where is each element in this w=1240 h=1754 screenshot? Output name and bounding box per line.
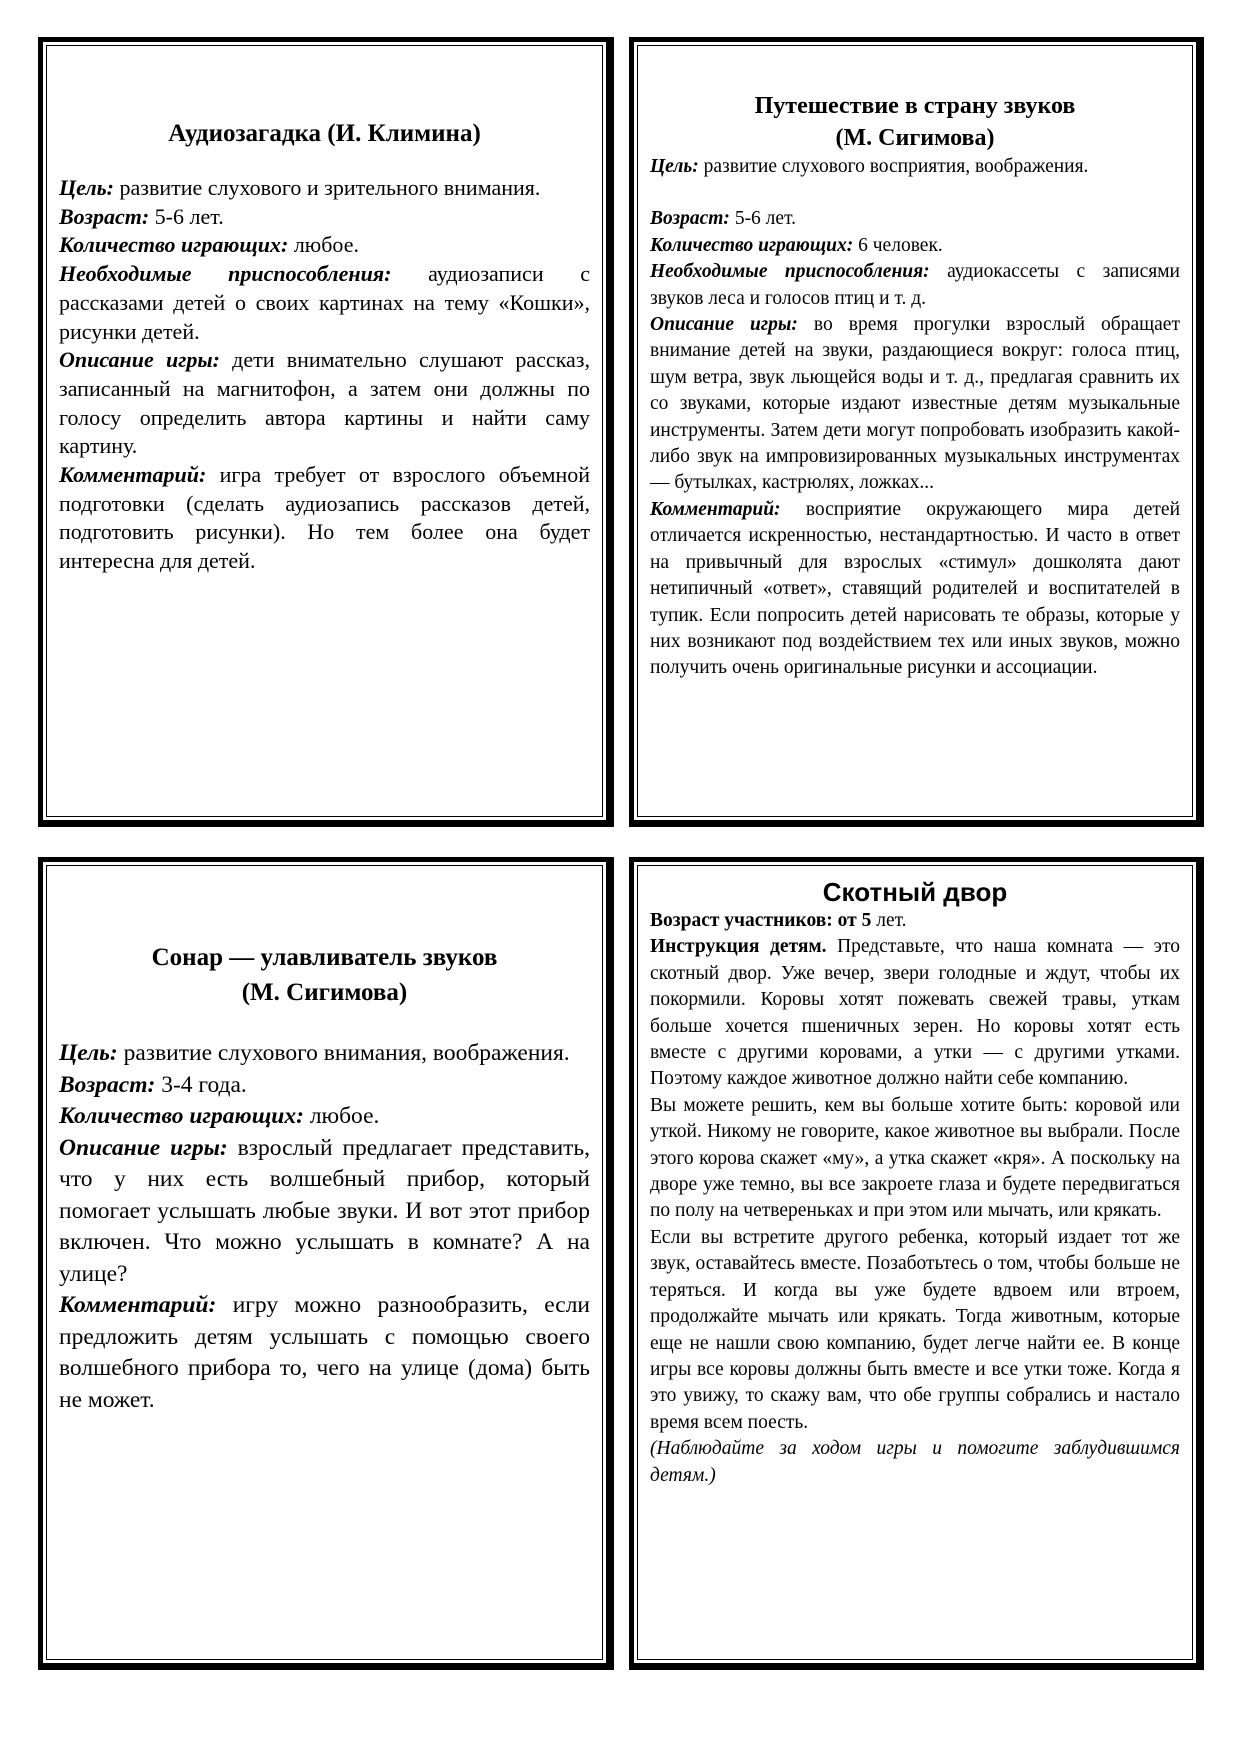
label: Описание игры:	[59, 1134, 228, 1161]
text: развитие слухового внимания, воображения.	[117, 1040, 570, 1066]
label: Возраст:	[650, 208, 730, 230]
label: Цель:	[59, 1040, 118, 1066]
comment-paragraph	[59, 1290, 590, 1416]
label: Количество играющих:	[650, 234, 854, 256]
text: во время прогулки взрослый обращает внимание детей на звуки, раздающиеся вокруг: голоса птиц, шум ветра, звук льющейся воды и т. д., предлагая сравнить их со звуками, которые издают известные детям музыкальные инструменты. Затем дети могут попробовать изобразить какой-либо звук на импровизированных музыкальных инструментах — бутылках, кастрюлях, ложках...	[650, 314, 1180, 494]
comment-paragraph	[650, 497, 1180, 682]
game-card-audio-riddle	[38, 37, 614, 827]
equipment-paragraph	[59, 260, 590, 346]
text: 3-4 года.	[155, 1071, 247, 1098]
label: Возраст участников: от 5	[650, 910, 872, 931]
title-line: Аудиозагадка (И. Климина)	[168, 120, 481, 147]
instruction-paragraph	[650, 934, 1180, 1092]
label: Комментарий:	[650, 498, 781, 520]
label: Инструкция детям.	[650, 936, 827, 958]
text: дети внимательно слушают рассказ, записанный на магнитофон, а затем они должны по голосу определить автора картины и найти саму картину.	[59, 347, 590, 459]
equipment-paragraph	[650, 259, 1180, 312]
card-title: Скотный двор	[822, 877, 1008, 907]
instruction-paragraph-2: Вы можете решить, кем вы больше хотите быть: коровой или уткой. Никому не говорите, какое животное вы выбрали. После этого корова скажет «му», а утка скажет «кря». А поскольку на дворе уже темно, вы все закроете глаза и будете передвигаться по полу на четвереньках и при этом или мычать, или крякать.	[650, 1094, 1180, 1222]
text: 5-6 лет.	[729, 208, 796, 230]
text: взрослый предлагает представить, что у них есть волшебный прибор, который помогает услышать любые звуки. И вот этот прибор включен. Что можно услышать в комнате? А на улице?	[59, 1134, 591, 1287]
description-paragraph	[650, 312, 1180, 497]
label: Количество играющих:	[59, 232, 289, 258]
label: Цель:	[650, 156, 699, 177]
text: игру можно разнообразить, если предложить детям услышать с помощью своего волшебного прибора то, чего на улице (дома) быть не может.	[59, 1292, 590, 1413]
age-paragraph	[650, 908, 1180, 934]
game-card-barnyard	[629, 857, 1204, 1670]
game-card-sound-journey	[629, 37, 1204, 827]
text: аудиокассеты с записями звуков леса и голосов птиц и т. д.	[650, 261, 1180, 309]
text: лет.	[871, 910, 907, 931]
game-card-sonar	[38, 857, 614, 1670]
note-paragraph: (Наблюдайте за ходом игры и помогите заблудившимся детям.)	[650, 1438, 1180, 1486]
instruction-paragraph-3: Если вы встретите другого ребенка, который издает тот же звук, оставайтесь вместе. Позаботьтесь о том, чтобы больше не теряться. И когда вы уже будете вдвоем или втроем, продолжайте мычать или крякать. Тогда животным, которые еще не нашли свою компанию, будет легче найти ее. В конце игры все коровы должны быть вместе и все утки тоже. Когда я это увижу, то скажу вам, что обе группы собрались и настало время всем поесть.	[650, 1226, 1180, 1433]
age-paragraph	[59, 1070, 590, 1102]
text: любое.	[303, 1103, 380, 1129]
description-paragraph	[59, 346, 590, 461]
label: Описание игры:	[650, 314, 798, 336]
label: Возраст:	[59, 1071, 156, 1098]
label: Комментарий:	[59, 462, 207, 488]
age-paragraph	[650, 206, 1180, 232]
text: 6 человек.	[853, 234, 943, 256]
text: восприятие окружающего мира детей отличается искренностью, нестандартностью. И часто в ответ на привычный для взрослых «стимул» дошколята дают нетипичный «ответ», ставящий родителей и воспитателей в тупик. Если попросить детей нарисовать те образы, которые у них возникают под воздействием тех или иных звуков, можно получить очень оригинальные рисунки и ассоциации.	[650, 498, 1180, 679]
card-title	[650, 90, 1180, 154]
text: аудиозаписи с рассказами детей о своих картинах на тему «Кошки», рисунки детей.	[59, 261, 590, 344]
goal-paragraph	[59, 1038, 590, 1070]
age-paragraph	[59, 203, 590, 232]
label: Возраст:	[59, 203, 150, 229]
description-paragraph	[59, 1133, 590, 1291]
label: Количество играющих:	[59, 1103, 304, 1129]
comment-paragraph	[59, 461, 590, 576]
players-paragraph	[59, 231, 590, 260]
goal-paragraph	[650, 154, 1180, 180]
text: игра требует от взрослого объемной подготовки (сделать аудиозапись рассказов детей, подготовить рисунки). Но тем более она будет интересна для детей.	[59, 462, 590, 574]
label: Необходимые приспособления:	[59, 261, 392, 287]
text: любое.	[288, 232, 359, 258]
label: Описание игры:	[59, 347, 220, 373]
spacer	[650, 180, 1180, 206]
title-author: (М. Сигимова)	[835, 125, 995, 151]
goal-paragraph	[59, 174, 590, 203]
players-paragraph	[59, 1101, 590, 1133]
title-line: Сонар — улавливатель звуков	[151, 944, 498, 971]
text: развитие слухового и зрительного внимания.	[114, 175, 541, 200]
text: развитие слухового восприятия, воображения.	[698, 156, 1089, 177]
card-title	[59, 940, 590, 1010]
text: Представьте, что наша комната — это скотный двор. Уже вечер, звери голодные и ждут, чтобы их покормили. Коровы хотят пожевать свежей травы, уткам больше хочется пшеничных зерен. Но коровы хотят есть вместе с другими коровами, а утки — с другими утками. Поэтому каждое животное должно найти себе компанию.	[650, 936, 1180, 1090]
text: 5-6 лет.	[149, 203, 224, 229]
label: Комментарий:	[59, 1292, 217, 1318]
players-paragraph	[650, 233, 1180, 259]
card-title	[59, 118, 590, 150]
label: Цель:	[59, 175, 114, 200]
title-author: (М. Сигимова)	[241, 979, 408, 1006]
title-line: Путешествие в страну звуков	[754, 93, 1076, 119]
label: Необходимые приспособления:	[650, 261, 930, 283]
